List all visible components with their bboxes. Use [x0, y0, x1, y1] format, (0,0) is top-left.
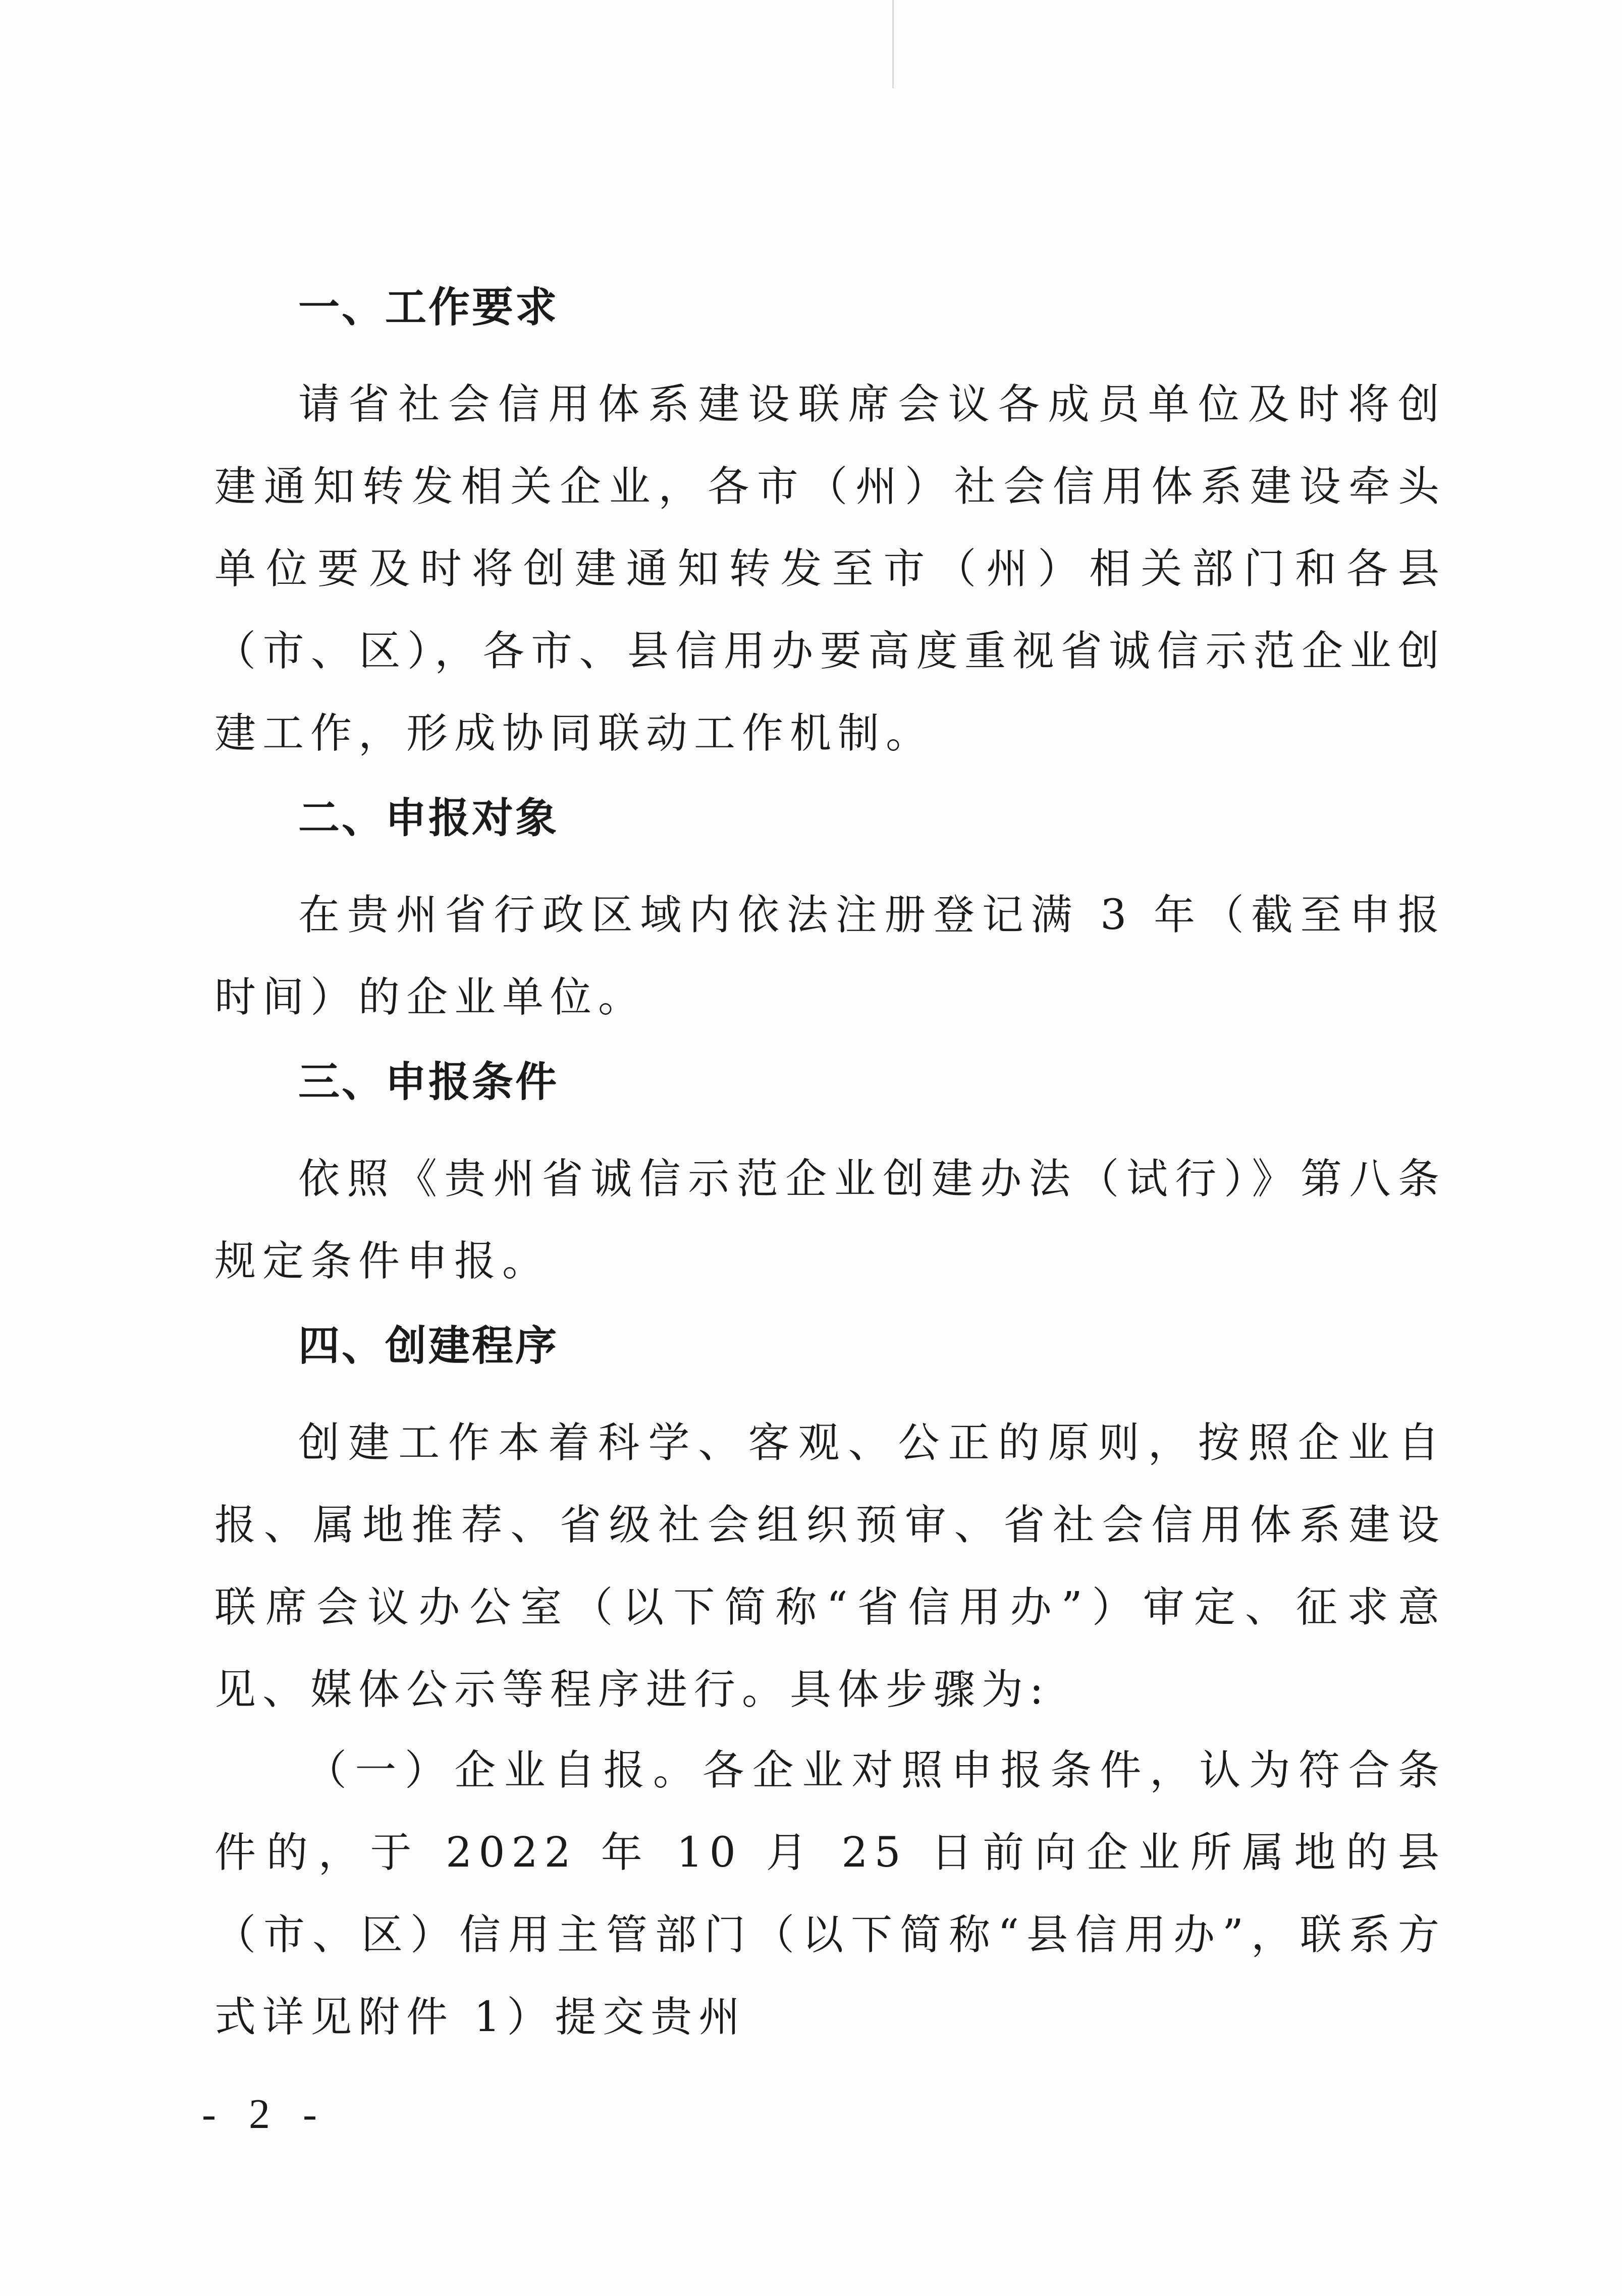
section-heading-work-requirements: 一、工作要求 — [298, 284, 559, 332]
paragraph-procedure-step-1: （一）企业自报。各企业对照申报条件，认为符合条件的，于 2022 年 10 月 25 日前向企业所属地的县（市、区）信用主管部门（以下简称“县信用办”，联系方式详见附件 1）提交贵州 — [214, 1746, 1446, 2041]
section-heading-procedure: 四、创建程序 — [298, 1322, 559, 1370]
section-heading-applicants: 二、申报对象 — [298, 794, 559, 842]
paragraph-conditions: 依照《贵州省诚信示范企业创建办法（试行）》第八条规定条件申报。 — [214, 1155, 1446, 1285]
paragraph-procedure-intro: 创建工作本着科学、客观、公正的原则，按照企业自报、属地推荐、省级社会组织预审、省社会信用体系建设联席会议办公室（以下简称“省信用办”）审定、征求意见、媒体公示等程序进行。具体步骤为: — [214, 1419, 1446, 1714]
page-number: - 2 - — [202, 2091, 328, 2138]
document-body — [214, 283, 1446, 2077]
section-heading-conditions: 三、申报条件 — [298, 1058, 559, 1106]
paragraph-work-requirements: 请省社会信用体系建设联席会议各成员单位及时将创建通知转发相关企业，各市（州）社会信用体系建设牵头单位要及时将创建通知转发至市（州）相关部门和各县（市、区），各市、县信用办要高度重视省诚信示范企业创建工作，形成协同联动工作机制。 — [214, 380, 1446, 757]
paragraph-applicants: 在贵州省行政区域内依法注册登记满 3 年（截至申报时间）的企业单位。 — [214, 891, 1446, 1021]
scan-fold-line — [892, 0, 894, 88]
